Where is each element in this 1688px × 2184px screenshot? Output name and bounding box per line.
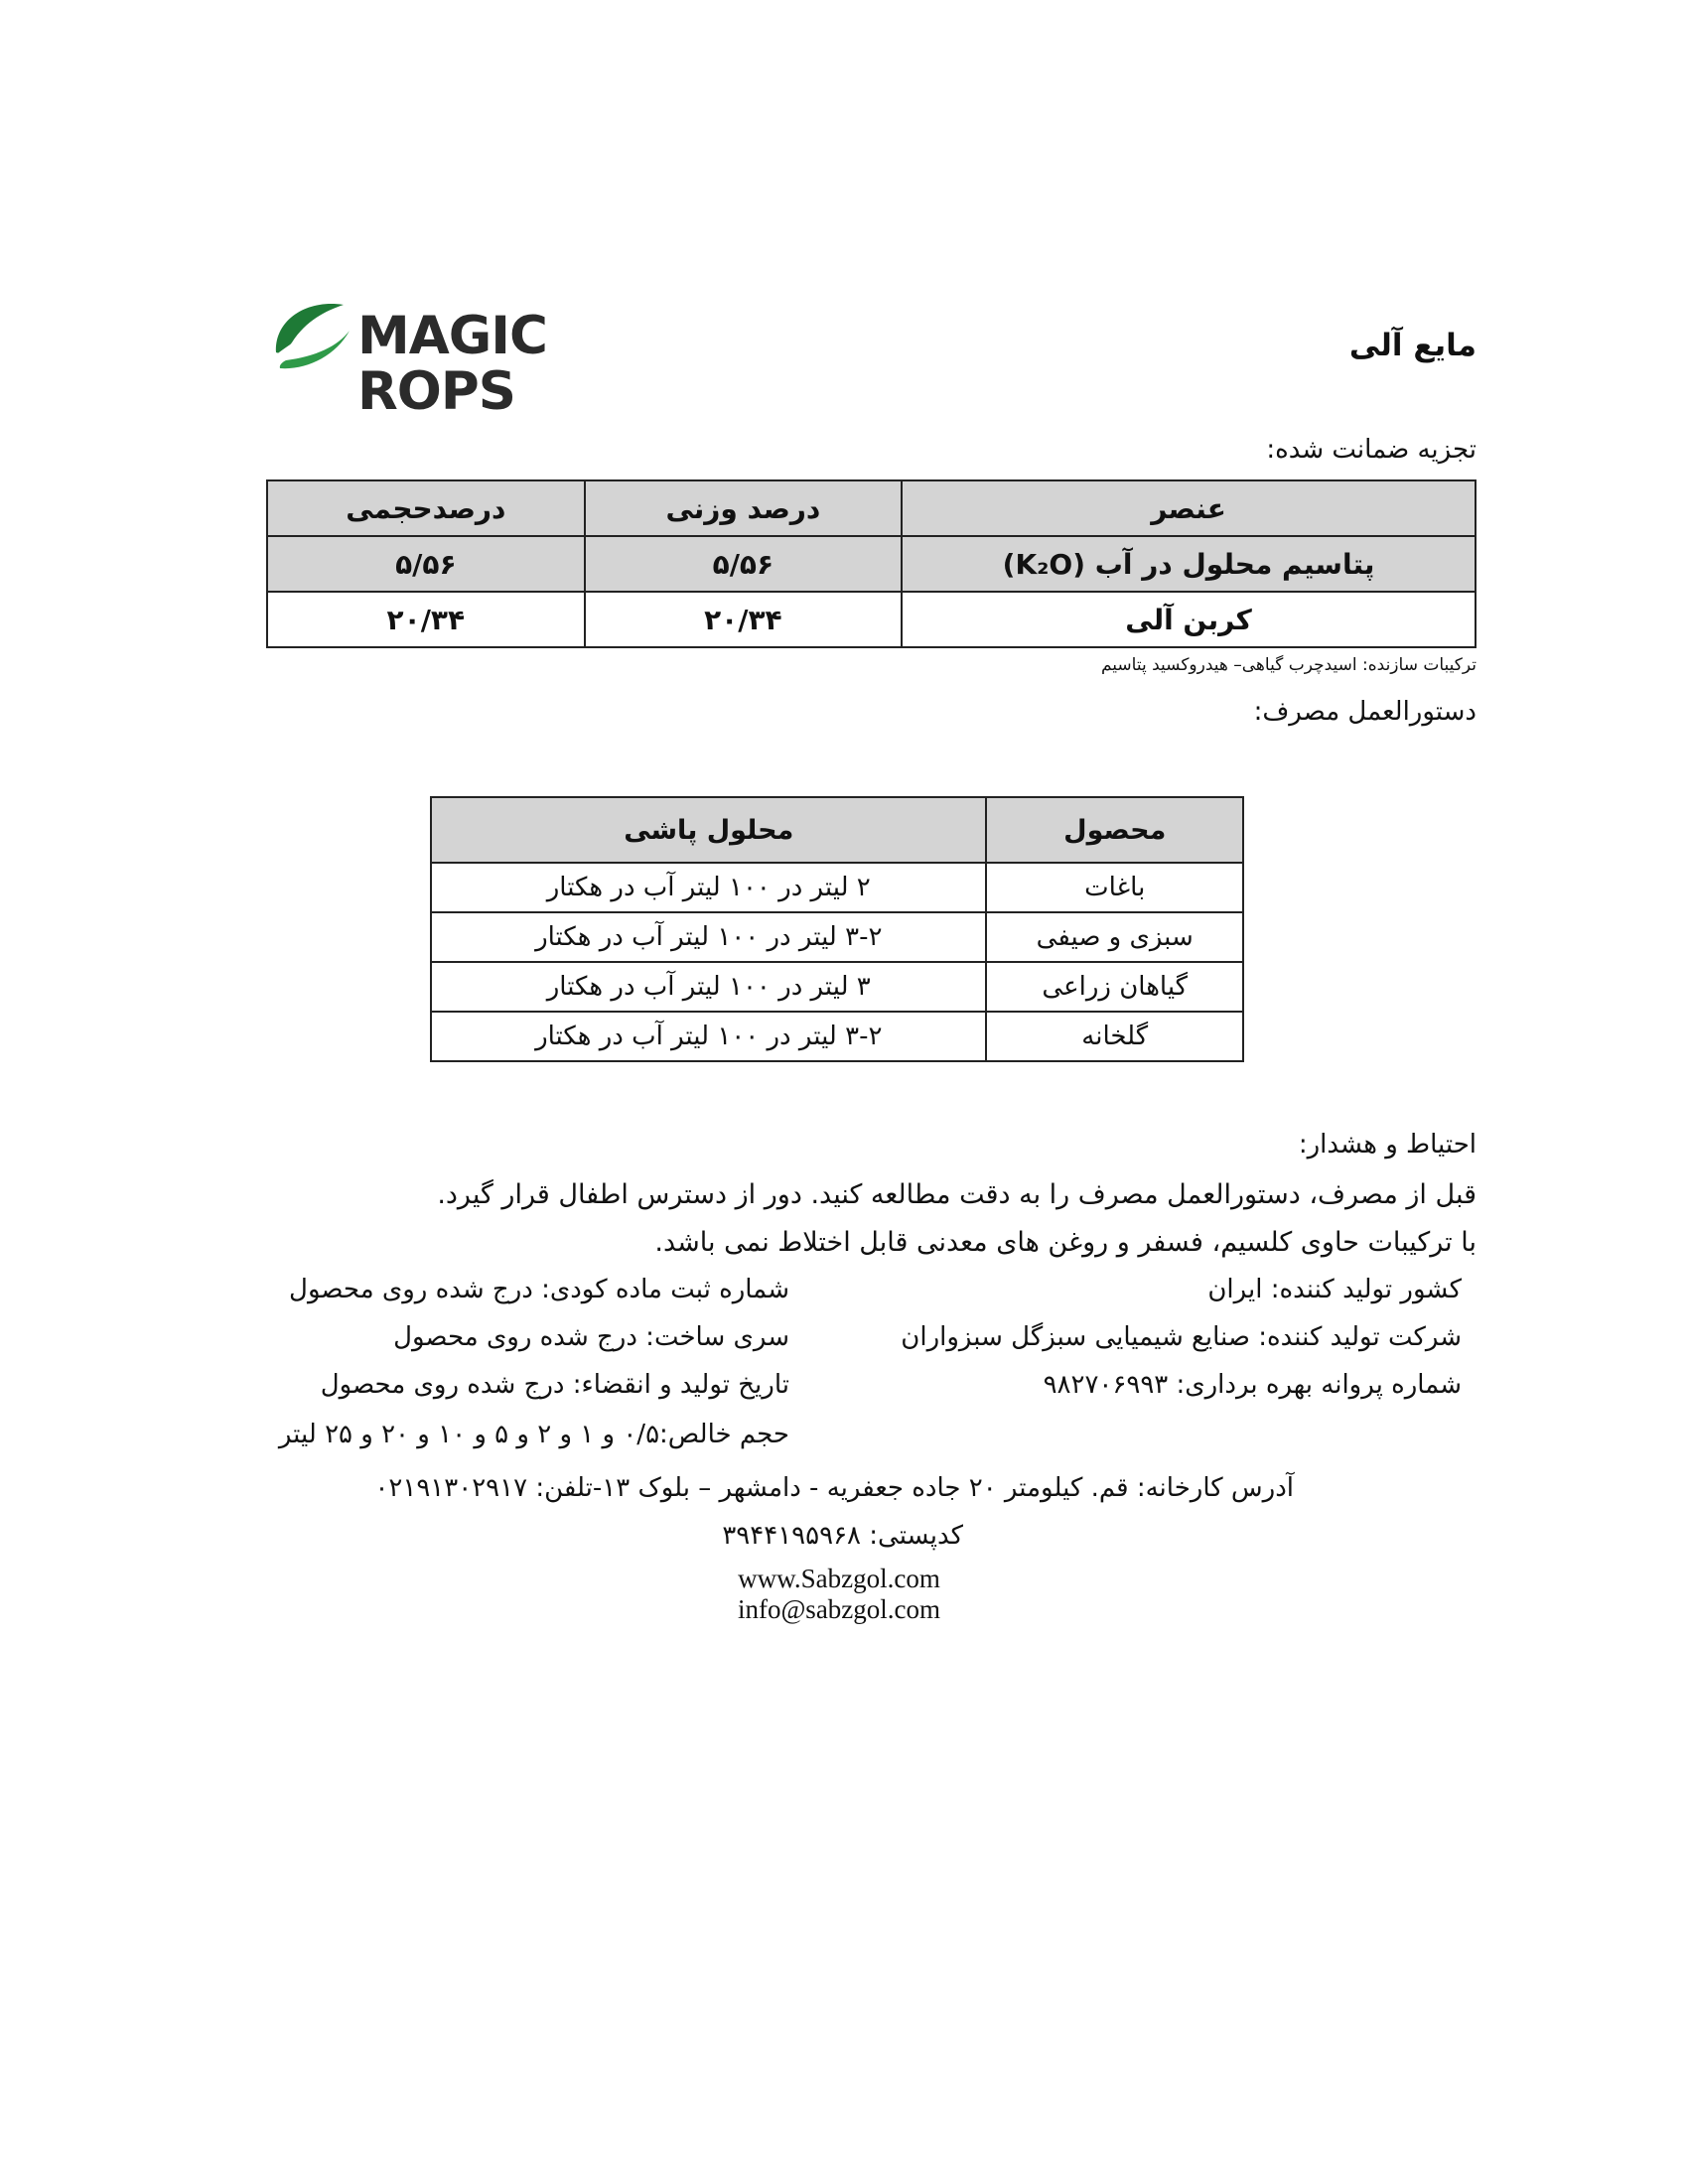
website-link[interactable]: www.Sabzgol.com <box>738 1564 940 1593</box>
email-link[interactable]: info@sabzgol.com <box>737 1594 941 1624</box>
table-row <box>431 912 1243 962</box>
header-spray: محلول پاشی <box>431 797 986 863</box>
crop-cell: گیاهان زراعی <box>986 962 1243 1012</box>
license-number: شماره پروانه بهره برداری: ۹۸۲۷۰۶۹۹۳ <box>1043 1370 1462 1400</box>
element-cell: پتاسیم محلول در آب (K₂O) <box>902 536 1476 592</box>
crop-cell: گلخانه <box>986 1012 1243 1061</box>
postal-code: کدپستی: ۳۹۴۴۱۹۵۹۶۸ <box>722 1521 963 1551</box>
batch-number: سری ساخت: درج شده روی محصول <box>393 1322 789 1352</box>
header-weight-percent: درصد وزنی <box>585 480 902 536</box>
analysis-table <box>266 479 1477 648</box>
page-title: مایع آلی <box>1348 328 1477 363</box>
manufacturer: شرکت تولید کننده: صنایع شیمیایی سبزگل سبزواران <box>901 1322 1462 1352</box>
header-crop: محصول <box>986 797 1243 863</box>
crop-cell: سبزی و صیفی <box>986 912 1243 962</box>
table-row <box>267 536 1476 592</box>
company-logo <box>266 291 658 422</box>
leaf-icon <box>266 291 355 380</box>
warning-line-2: با ترکیبات حاوی کلسیم، فسفر و روغن های معدنی قابل اختلاط نمی باشد. <box>654 1227 1477 1258</box>
table-row <box>267 592 1476 647</box>
analysis-title: تجزیه ضمانت شده: <box>1266 435 1477 465</box>
element-cell: کربن آلی <box>902 592 1476 647</box>
dose-cell: ۲ لیتر در ۱۰۰ لیتر آب در هکتار <box>431 863 986 912</box>
country-of-origin: کشور تولید کننده: ایران <box>1207 1275 1462 1304</box>
logo-text: MAGIC ROPS <box>357 306 547 422</box>
header-element: عنصر <box>902 480 1476 536</box>
net-volume: حجم خالص:۰/۵ و ۱ و ۲ و ۵ و ۱۰ و ۲۰ و ۲۵ لیتر <box>278 1420 789 1449</box>
usage-table <box>430 796 1244 1062</box>
volume-percent-cell: ۲۰/۳۴ <box>267 592 585 647</box>
weight-percent-cell: ۲۰/۳۴ <box>585 592 902 647</box>
table-header-row <box>267 480 1476 536</box>
table-header-row <box>431 797 1243 863</box>
production-expiry-date: تاریخ تولید و انقضاء: درج شده روی محصول <box>320 1370 789 1400</box>
precautions-title: احتیاط و هشدار: <box>1298 1130 1477 1160</box>
ingredients-note: ترکیبات سازنده: اسیدچرب گیاهی– هیدروکسید پتاسیم <box>1100 655 1477 675</box>
usage-title: دستورالعمل مصرف: <box>1253 697 1477 727</box>
volume-percent-cell: ۵/۵۶ <box>267 536 585 592</box>
table-row <box>431 1012 1243 1061</box>
dose-cell: ۳-۲ لیتر در ۱۰۰ لیتر آب در هکتار <box>431 1012 986 1061</box>
table-row <box>431 962 1243 1012</box>
weight-percent-cell: ۵/۵۶ <box>585 536 902 592</box>
dose-cell: ۳ لیتر در ۱۰۰ لیتر آب در هکتار <box>431 962 986 1012</box>
header-volume-percent: درصدحجمی <box>267 480 585 536</box>
dose-cell: ۳-۲ لیتر در ۱۰۰ لیتر آب در هکتار <box>431 912 986 962</box>
factory-address: آدرس کارخانه: قم. کیلومتر ۲۰ جاده جعفریه - دامشهر – بلوک ۱۳-تلفن: ۰۲۱۹۱۳۰۲۹۱۷ <box>374 1473 1294 1503</box>
table-row <box>431 863 1243 912</box>
crop-cell: باغات <box>986 863 1243 912</box>
registration-number: شماره ثبت ماده کودی: درج شده روی محصول <box>289 1275 789 1304</box>
warning-line-1: قبل از مصرف، دستورالعمل مصرف را به دقت مطالعه کنید. دور از دسترس اطفال قرار گیرد. <box>437 1179 1477 1210</box>
